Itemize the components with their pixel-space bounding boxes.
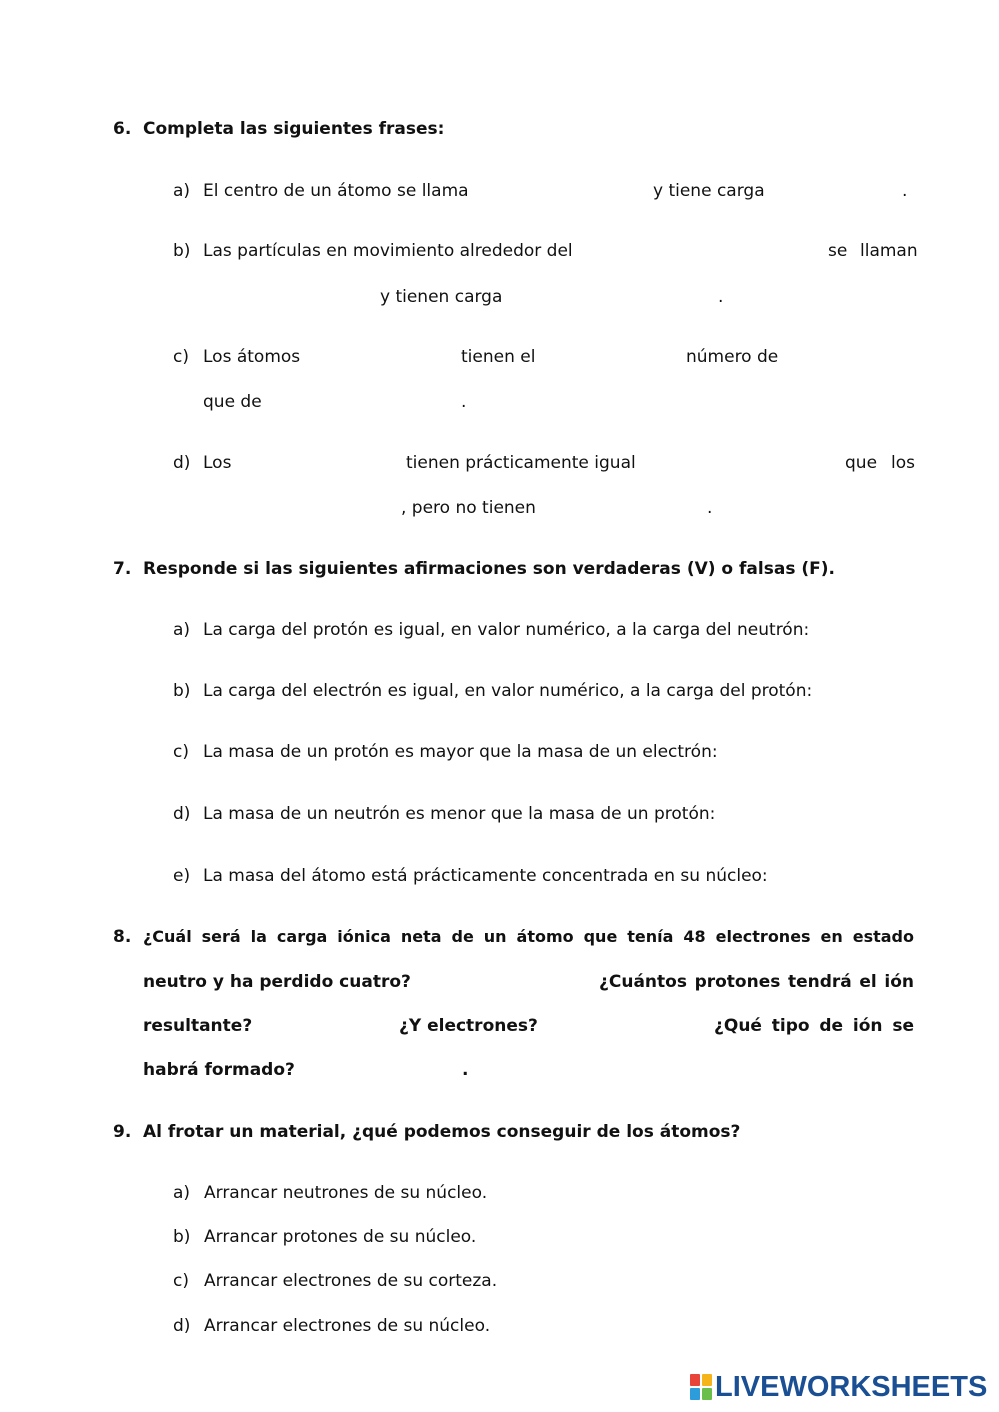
- q6b-text-2: se: [828, 241, 848, 261]
- q8-line-1: ¿Cuál será la carga iónica neta de un átomo que tenía 48 electrones en estado: [143, 927, 914, 946]
- q9-number: 9.: [113, 1122, 132, 1142]
- q6-number: 6.: [113, 119, 132, 139]
- q6d-label: d): [173, 453, 191, 473]
- q8-line-3b: ¿Y electrones?: [399, 1016, 538, 1036]
- q6c-text-4: que de: [203, 392, 262, 412]
- q8-line-2a: neutro y ha perdido cuatro?: [143, 972, 411, 992]
- q9-option-label: d): [173, 1316, 191, 1336]
- q7-item-label: e): [173, 866, 191, 886]
- q6d-text-3: que: [845, 453, 878, 473]
- q6b-text-1: Las partículas en movimiento alrededor del: [203, 241, 573, 261]
- q8-line-4a: habrá formado?: [143, 1060, 295, 1080]
- q6c-text-2: tienen el: [461, 347, 536, 367]
- q7-item-text: La masa del átomo está prácticamente concentrada en su núcleo:: [203, 866, 768, 886]
- q8-line-2b: ¿Cuántos protones tendrá el ión: [599, 972, 914, 992]
- q6c-text-1: Los átomos: [203, 347, 301, 367]
- q7-item-text: La masa de un protón es mayor que la masa de un electrón:: [203, 742, 718, 762]
- logo-square: [702, 1374, 712, 1386]
- q6-title: Completa las siguientes frases:: [143, 119, 445, 139]
- q6d-text-4: los: [891, 453, 915, 473]
- liveworksheets-logo: [690, 1372, 987, 1402]
- liveworksheets-logo-icon: [690, 1374, 712, 1400]
- q6a-label: a): [173, 181, 191, 201]
- q8-line-3c: ¿Qué tipo de ión se: [714, 1016, 914, 1036]
- q6c-text-3: número de: [686, 347, 779, 367]
- logo-square: [690, 1388, 700, 1400]
- liveworksheets-logo-text: LIVEWORKSHEETS: [715, 1370, 988, 1403]
- q6a-text-2: y tiene carga: [653, 181, 765, 201]
- q7-item-text: La carga del electrón es igual, en valor numérico, a la carga del protón:: [203, 681, 813, 701]
- q9-option-label: a): [173, 1183, 191, 1203]
- q6a-text-3: .: [902, 181, 908, 201]
- q8-line-3a: resultante?: [143, 1016, 253, 1036]
- q6c-label: c): [173, 347, 189, 367]
- q6b-label: b): [173, 241, 191, 261]
- logo-square: [702, 1388, 712, 1400]
- q9-option-text[interactable]: Arrancar electrones de su corteza.: [204, 1271, 498, 1291]
- q9-option-text[interactable]: Arrancar protones de su núcleo.: [204, 1227, 477, 1247]
- q9-option-label: c): [173, 1271, 189, 1291]
- q7-item-label: a): [173, 620, 191, 640]
- q7-title: Responde si las siguientes afirmaciones son verdaderas (V) o falsas (F).: [143, 559, 835, 579]
- q7-item-label: b): [173, 681, 191, 701]
- q6a-text-1: El centro de un átomo se llama: [203, 181, 469, 201]
- q6c-text-5: .: [461, 392, 467, 412]
- q6b-text-3: llaman: [860, 241, 918, 261]
- q9-option-text[interactable]: Arrancar electrones de su núcleo.: [204, 1316, 491, 1336]
- q8-number: 8.: [113, 927, 132, 947]
- q6d-text-6: .: [707, 498, 713, 518]
- q8-line-4b: .: [462, 1060, 469, 1080]
- q7-number: 7.: [113, 559, 132, 579]
- q9-option-label: b): [173, 1227, 191, 1247]
- q7-item-text: La carga del protón es igual, en valor numérico, a la carga del neutrón:: [203, 620, 810, 640]
- q6d-text-2: tienen prácticamente igual: [406, 453, 636, 473]
- q6b-text-4: y tienen carga: [380, 287, 503, 307]
- q6d-text-5: , pero no tienen: [401, 498, 536, 518]
- q9-option-text[interactable]: Arrancar neutrones de su núcleo.: [204, 1183, 488, 1203]
- q7-item-label: d): [173, 804, 191, 824]
- logo-square: [690, 1374, 700, 1386]
- q6d-text-1: Los: [203, 453, 232, 473]
- q6b-text-5: .: [718, 287, 724, 307]
- q9-title: Al frotar un material, ¿qué podemos conseguir de los átomos?: [143, 1122, 741, 1142]
- q7-item-text: La masa de un neutrón es menor que la masa de un protón:: [203, 804, 716, 824]
- q7-item-label: c): [173, 742, 189, 762]
